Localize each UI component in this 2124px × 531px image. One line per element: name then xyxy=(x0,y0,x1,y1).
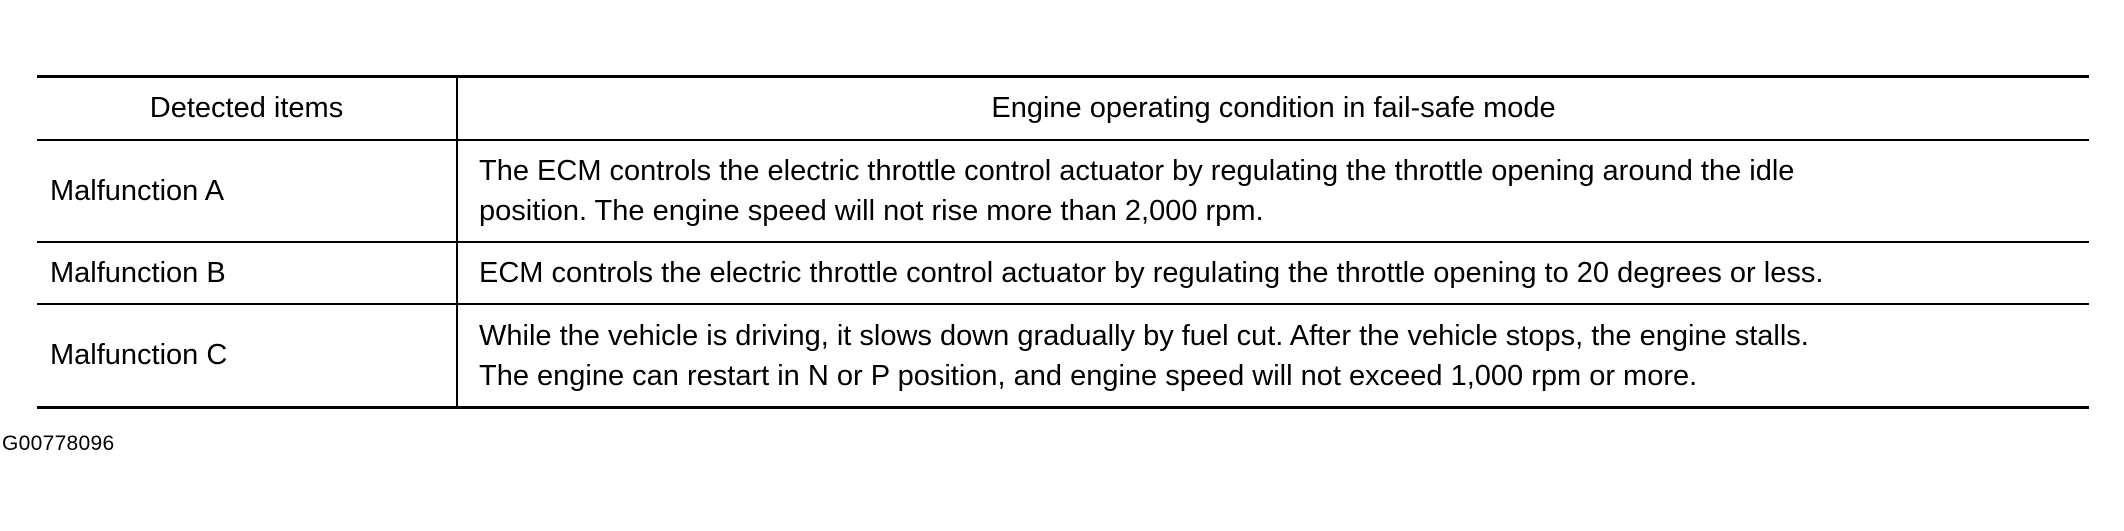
table-row xyxy=(37,304,2089,408)
condition-line: The engine can restart in N or P position, and engine speed will not exceed 1,000 rpm or more. xyxy=(479,359,1698,392)
condition-line: While the vehicle is driving, it slows down gradually by fuel cut. After the vehicle stops, the engine stalls. xyxy=(479,319,1809,352)
condition-line: position. The engine speed will not rise more than 2,000 rpm. xyxy=(479,195,1264,227)
detected-item-cell: Malfunction B xyxy=(37,242,457,304)
table-row xyxy=(37,242,2089,304)
detected-item-cell: Malfunction C xyxy=(37,304,457,408)
condition-cell xyxy=(457,140,2089,242)
table-header xyxy=(37,77,2089,141)
header-engine-condition: Engine operating condition in fail-safe mode xyxy=(457,77,2089,141)
header-detected-items: Detected items xyxy=(37,77,457,141)
table-row xyxy=(37,140,2089,242)
header-row xyxy=(37,77,2089,141)
detected-item-cell: Malfunction A xyxy=(37,140,457,242)
condition-cell xyxy=(457,242,2089,304)
condition-line: ECM controls the electric throttle control actuator by regulating the throttle opening to 20 degrees or less. xyxy=(479,257,1824,289)
table-body xyxy=(37,140,2089,408)
figure-id: G00778096 xyxy=(2,432,115,455)
fail-safe-table xyxy=(37,75,2089,409)
condition-cell xyxy=(457,304,2089,408)
condition-line: The ECM controls the electric throttle control actuator by regulating the throttle opening around the idle xyxy=(479,155,1795,187)
